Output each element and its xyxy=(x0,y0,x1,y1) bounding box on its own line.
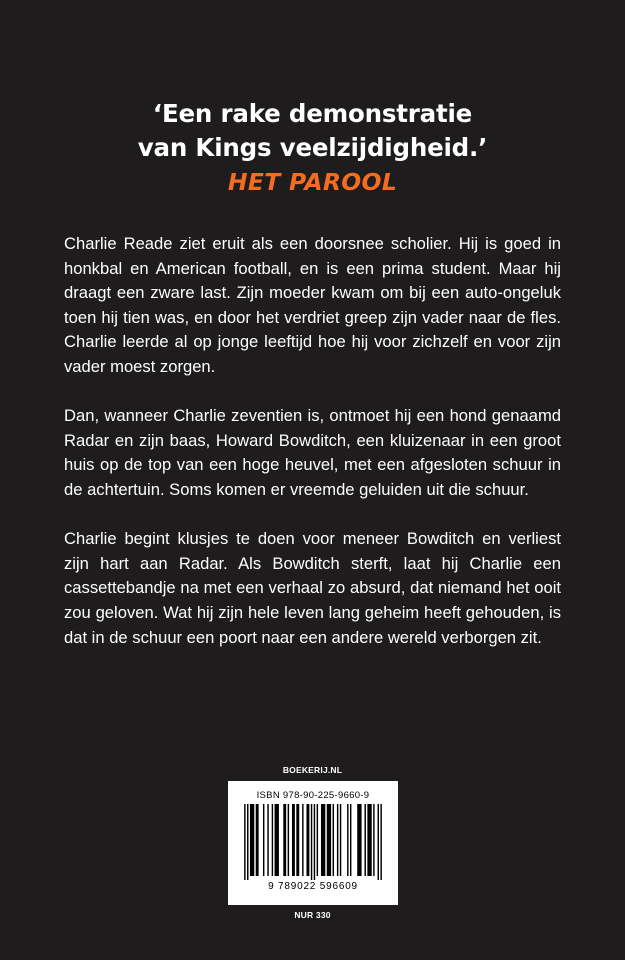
barcode-bar xyxy=(333,804,334,876)
barcode-bar xyxy=(321,804,325,876)
barcode-bar xyxy=(250,804,254,876)
nur-code: NUR 330 xyxy=(294,910,331,920)
barcode-bar xyxy=(380,804,381,880)
barcode-bar xyxy=(275,804,279,876)
publisher-website: BOEKERIJ.NL xyxy=(282,765,343,775)
barcode-bar xyxy=(314,804,315,880)
barcode-bar xyxy=(327,804,331,876)
isbn-label: ISBN 978-90-225-9660-9 xyxy=(256,790,370,801)
barcode-bar xyxy=(364,804,365,876)
barcode-panel xyxy=(228,781,398,905)
book-blurb xyxy=(64,232,561,675)
barcode-bar xyxy=(340,804,341,876)
barcode-bar xyxy=(357,804,361,876)
quote-source: HET PAROOL xyxy=(227,168,398,196)
quote-line-1: ‘Een rake demonstratie xyxy=(152,99,473,128)
barcode-bar xyxy=(337,804,338,876)
blurb-paragraph-3: Charlie begint klusjes te doen voor meneer Bowditch en verliest zijn hart aan Radar. Als Bowditch sterft, laat hij Charlie een cassettebandje na met een verhaal zo absurd, dat niemand het ooit zou geloven. Wat hij zijn hele leven lang geheim heeft gehouden, is dat in de schuur een poort naar een andere wereld verborgen zit. xyxy=(64,529,561,647)
barcode-bar xyxy=(350,804,351,876)
barcode-bar xyxy=(292,804,295,876)
blurb-paragraph-2: Dan, wanneer Charlie zeventien is, ontmoet hij een hond genaamd Radar en zijn baas, Howard Bowditch, een kluizenaar in een groot huis op de top van een hoge heuvel, met een afgesloten schuur in de achtertuin. Soms komen er vreemde geluiden uit die schuur. xyxy=(64,406,561,499)
review-quote xyxy=(0,97,625,199)
barcode-digits: 9 789022 596609 xyxy=(268,881,358,892)
quote-line-2: van Kings veelzijdigheid.’ xyxy=(137,133,488,162)
barcode-bar xyxy=(296,804,299,876)
barcode-bar xyxy=(367,804,371,876)
barcode-bar xyxy=(272,804,273,876)
barcode-bar xyxy=(378,804,379,880)
barcode-image xyxy=(241,804,385,880)
barcode-bar xyxy=(311,804,312,880)
barcode-bar xyxy=(347,804,348,876)
barcode-bar xyxy=(263,804,264,876)
barcode-bar xyxy=(256,804,259,876)
barcode-bar xyxy=(317,804,318,876)
barcode-bar xyxy=(302,804,303,876)
barcode-bar xyxy=(306,804,309,876)
blurb-paragraph-1: Charlie Reade ziet eruit als een doorsnee scholier. Hij is goed in honkbal en American football, en is een prima student. Maar hij draagt een zware last. Zijn moeder kwam om bij een auto-ongeluk toen hij tien was, en door het verdriet greep zijn vader naar de fles. Charlie leerde al op jonge leeftijd hoe hij voor zichzelf en voor zijn vader moest zorgen. xyxy=(64,234,561,376)
barcode-bar xyxy=(373,804,374,876)
barcode-bar xyxy=(244,804,245,880)
barcode-bar xyxy=(288,804,289,876)
barcode-bar xyxy=(247,804,248,880)
barcode-bar xyxy=(283,804,286,876)
barcode-bar xyxy=(267,804,268,876)
